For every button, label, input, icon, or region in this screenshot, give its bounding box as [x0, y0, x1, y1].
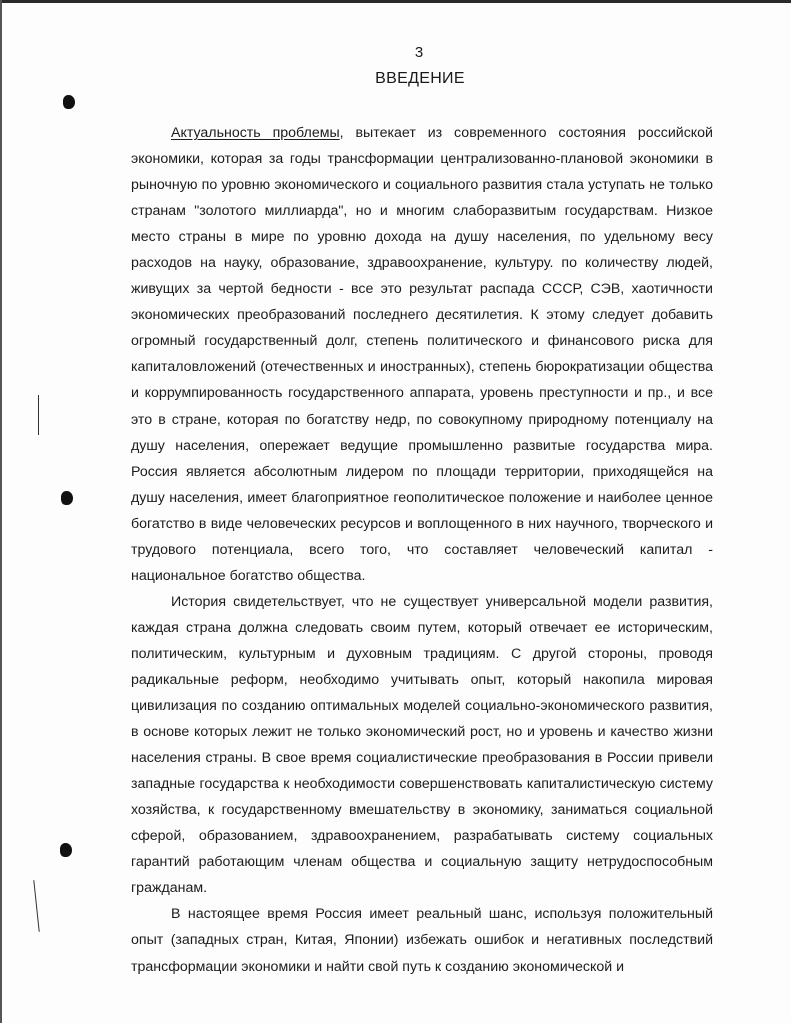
section-heading: ВВЕДЕНИЕ [375, 70, 465, 87]
body-text [131, 120, 713, 980]
paragraph-relevance [131, 120, 713, 589]
punch-hole-mark [63, 95, 75, 109]
scan-left-edge [0, 0, 2, 1023]
underlined-term: Актуальность проблемы [171, 125, 340, 141]
page-number: 3 [414, 44, 424, 61]
paragraph-present: В настоящее время Россия имеет реальный шанс, используя положительный опыт (западных стран, Китая, Японии) избежать ошибок и негативных последствий трансформации экономики и найти свой путь к созданию экономической и [131, 906, 713, 975]
scan-scratch [33, 880, 39, 932]
punch-hole-mark [61, 491, 73, 505]
punch-hole-mark [60, 843, 72, 857]
scan-top-edge [0, 0, 791, 3]
scan-scratch [38, 395, 39, 435]
paragraph-history: История свидетельствует, что не существует универсальной модели развития, каждая страна должна следовать своим путем, который отвечает ее историческим, политическим, культурным и духовным традициям. С другой стороны, проводя радикальные реформ, необходимо учитывать опыт, который накопила мировая цивилизация по созданию оптимальных моделей социально-экономического развития, в основе которых лежит не только экономический рост, но и уровень и качество жизни населения страны. В свое время социалистические преобразования в России привели западные государства к необходимости совершенствовать капиталистическую систему хозяйства, к государственному вмешательству в экономику, заниматься социальной сферой, образованием, здравоохранением, разрабатывать систему социальных гарантий работающим членам общества и социальную защиту нетрудоспособным гражданам. [131, 593, 713, 897]
paragraph-text: , вытекает из современного состояния российской экономики, которая за годы трансформации централизованно-плановой экономики в рыночную по уровню экономического и социального развития стала уступать не только странам "золотого миллиарда", но и многим слаборазвитым государствам. Низкое место страны в мире по уровню дохода на душу населения, по удельному весу расходов на науку, образование, здравоохранение, культуру. по количеству людей, живущих за чертой бедности - все это результат распада СССР, СЭВ, хаотичности экономических преобразований последнего десятилетия. К этому следует добавить огромный государственный долг, степень политического и финансового риска для капиталовложений (отечественных и иностранных), степень бюрократизации общества и коррумпированность государственного аппарата, уровень преступности и пр., и все это в стране, которая по богатству недр, по совокупному природному потенциалу на душу населения, опережает ведущие промышленно развитые государства мира. Россия является абсолютным лидером по площади территории, приходящейся на душу населения, имеет благоприятное геополитическое положение и наиболее ценное богатство в виде человеческих ресурсов и воплощенного в них научного, творческого и трудового потенциала, всего того, что составляет человеческий капитал - национальное богатство общества. [131, 125, 713, 584]
